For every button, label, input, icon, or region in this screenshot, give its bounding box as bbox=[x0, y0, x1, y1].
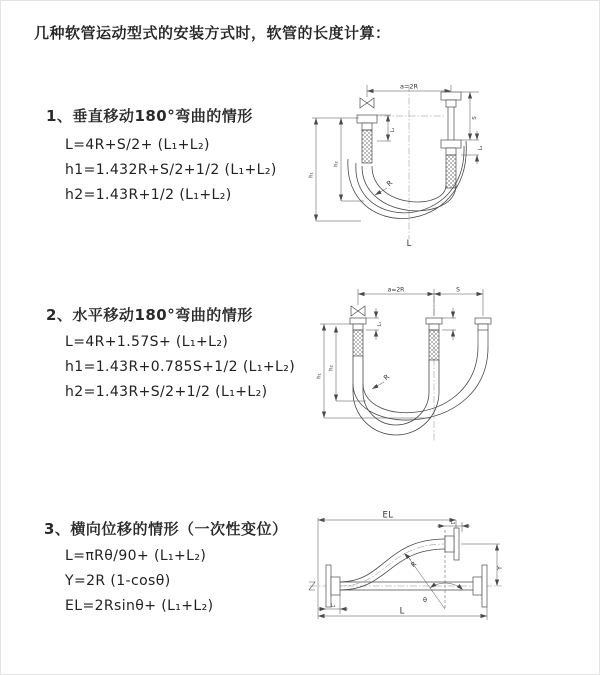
radius-label: R bbox=[409, 560, 419, 570]
dim-label-y: Y bbox=[495, 566, 504, 570]
section2-formula-L: L=4R+1.57S+ (L₁+L₂) bbox=[65, 334, 229, 350]
section3-formula-EL: EL=2Rsinθ+ (L₁+L₂) bbox=[65, 598, 214, 614]
dim-label-h1: h₁ bbox=[316, 373, 323, 379]
dim-label-l2: L₂ bbox=[450, 520, 456, 526]
valve-icon bbox=[360, 98, 374, 108]
diagram-lateral-displacement bbox=[304, 506, 509, 640]
dim-label-h2: h₂ bbox=[333, 161, 340, 167]
dim-label-l1: L₁ bbox=[390, 127, 396, 133]
section1-heading: 1、垂直移动180°弯曲的情形 bbox=[46, 107, 253, 125]
dim-label-s: S bbox=[456, 286, 460, 294]
radius-label: R bbox=[382, 372, 392, 383]
valve-icon bbox=[351, 306, 365, 316]
section1-formula-L: L=4R+S/2+ (L₁+L₂) bbox=[65, 137, 210, 153]
dim-label-el: EL bbox=[382, 510, 394, 521]
hose-drawing-2 bbox=[320, 286, 491, 442]
dim-label-h2: h₂ bbox=[328, 365, 335, 371]
length-label: L bbox=[399, 606, 405, 617]
length-label: L bbox=[406, 239, 412, 249]
page-title: 几种软管运动型式的安装方式时，软管的长度计算： bbox=[34, 24, 391, 42]
radius-label: R bbox=[385, 178, 395, 189]
section2-heading: 2、水平移动180°弯曲的情形 bbox=[46, 306, 253, 324]
section3-heading: 3、横向位移的情形（一次性变位） bbox=[44, 520, 288, 538]
section1-formula-h2: h2=1.43R+1/2 (L₁+L₂) bbox=[65, 187, 232, 203]
diagram-vertical-180-bend bbox=[307, 71, 492, 255]
dim-label-s: S bbox=[472, 116, 478, 120]
hose-curves bbox=[353, 346, 488, 435]
section2-formula-h2: h2=1.43R+S/2+1/2 (L₁+L₂) bbox=[65, 384, 268, 400]
hose-drawing-3 bbox=[309, 518, 502, 620]
dim-label-l1: L₁ bbox=[330, 603, 336, 609]
section2-formula-h1: h1=1.43R+0.785S+1/2 (L₁+L₂) bbox=[65, 359, 296, 375]
section1-formula-h1: h1=1.432R+S/2+1/2 (L₁+L₂) bbox=[65, 162, 277, 178]
angle-label: θ bbox=[423, 596, 427, 604]
dim-label-l2: L₂ bbox=[478, 145, 484, 151]
dim-label-a2r: a=2R bbox=[387, 286, 405, 294]
section3-formula-L: L=πRθ/90+ (L₁+L₂) bbox=[65, 548, 207, 564]
section3-formula-Y: Y=2R (1-cosθ) bbox=[65, 573, 171, 589]
dim-label-h1: h₁ bbox=[308, 172, 315, 178]
dim-label-a2r: a=2R bbox=[399, 82, 419, 91]
diagram-horizontal-180-bend bbox=[306, 284, 506, 456]
dim-label-l1: L₁ bbox=[378, 321, 383, 327]
